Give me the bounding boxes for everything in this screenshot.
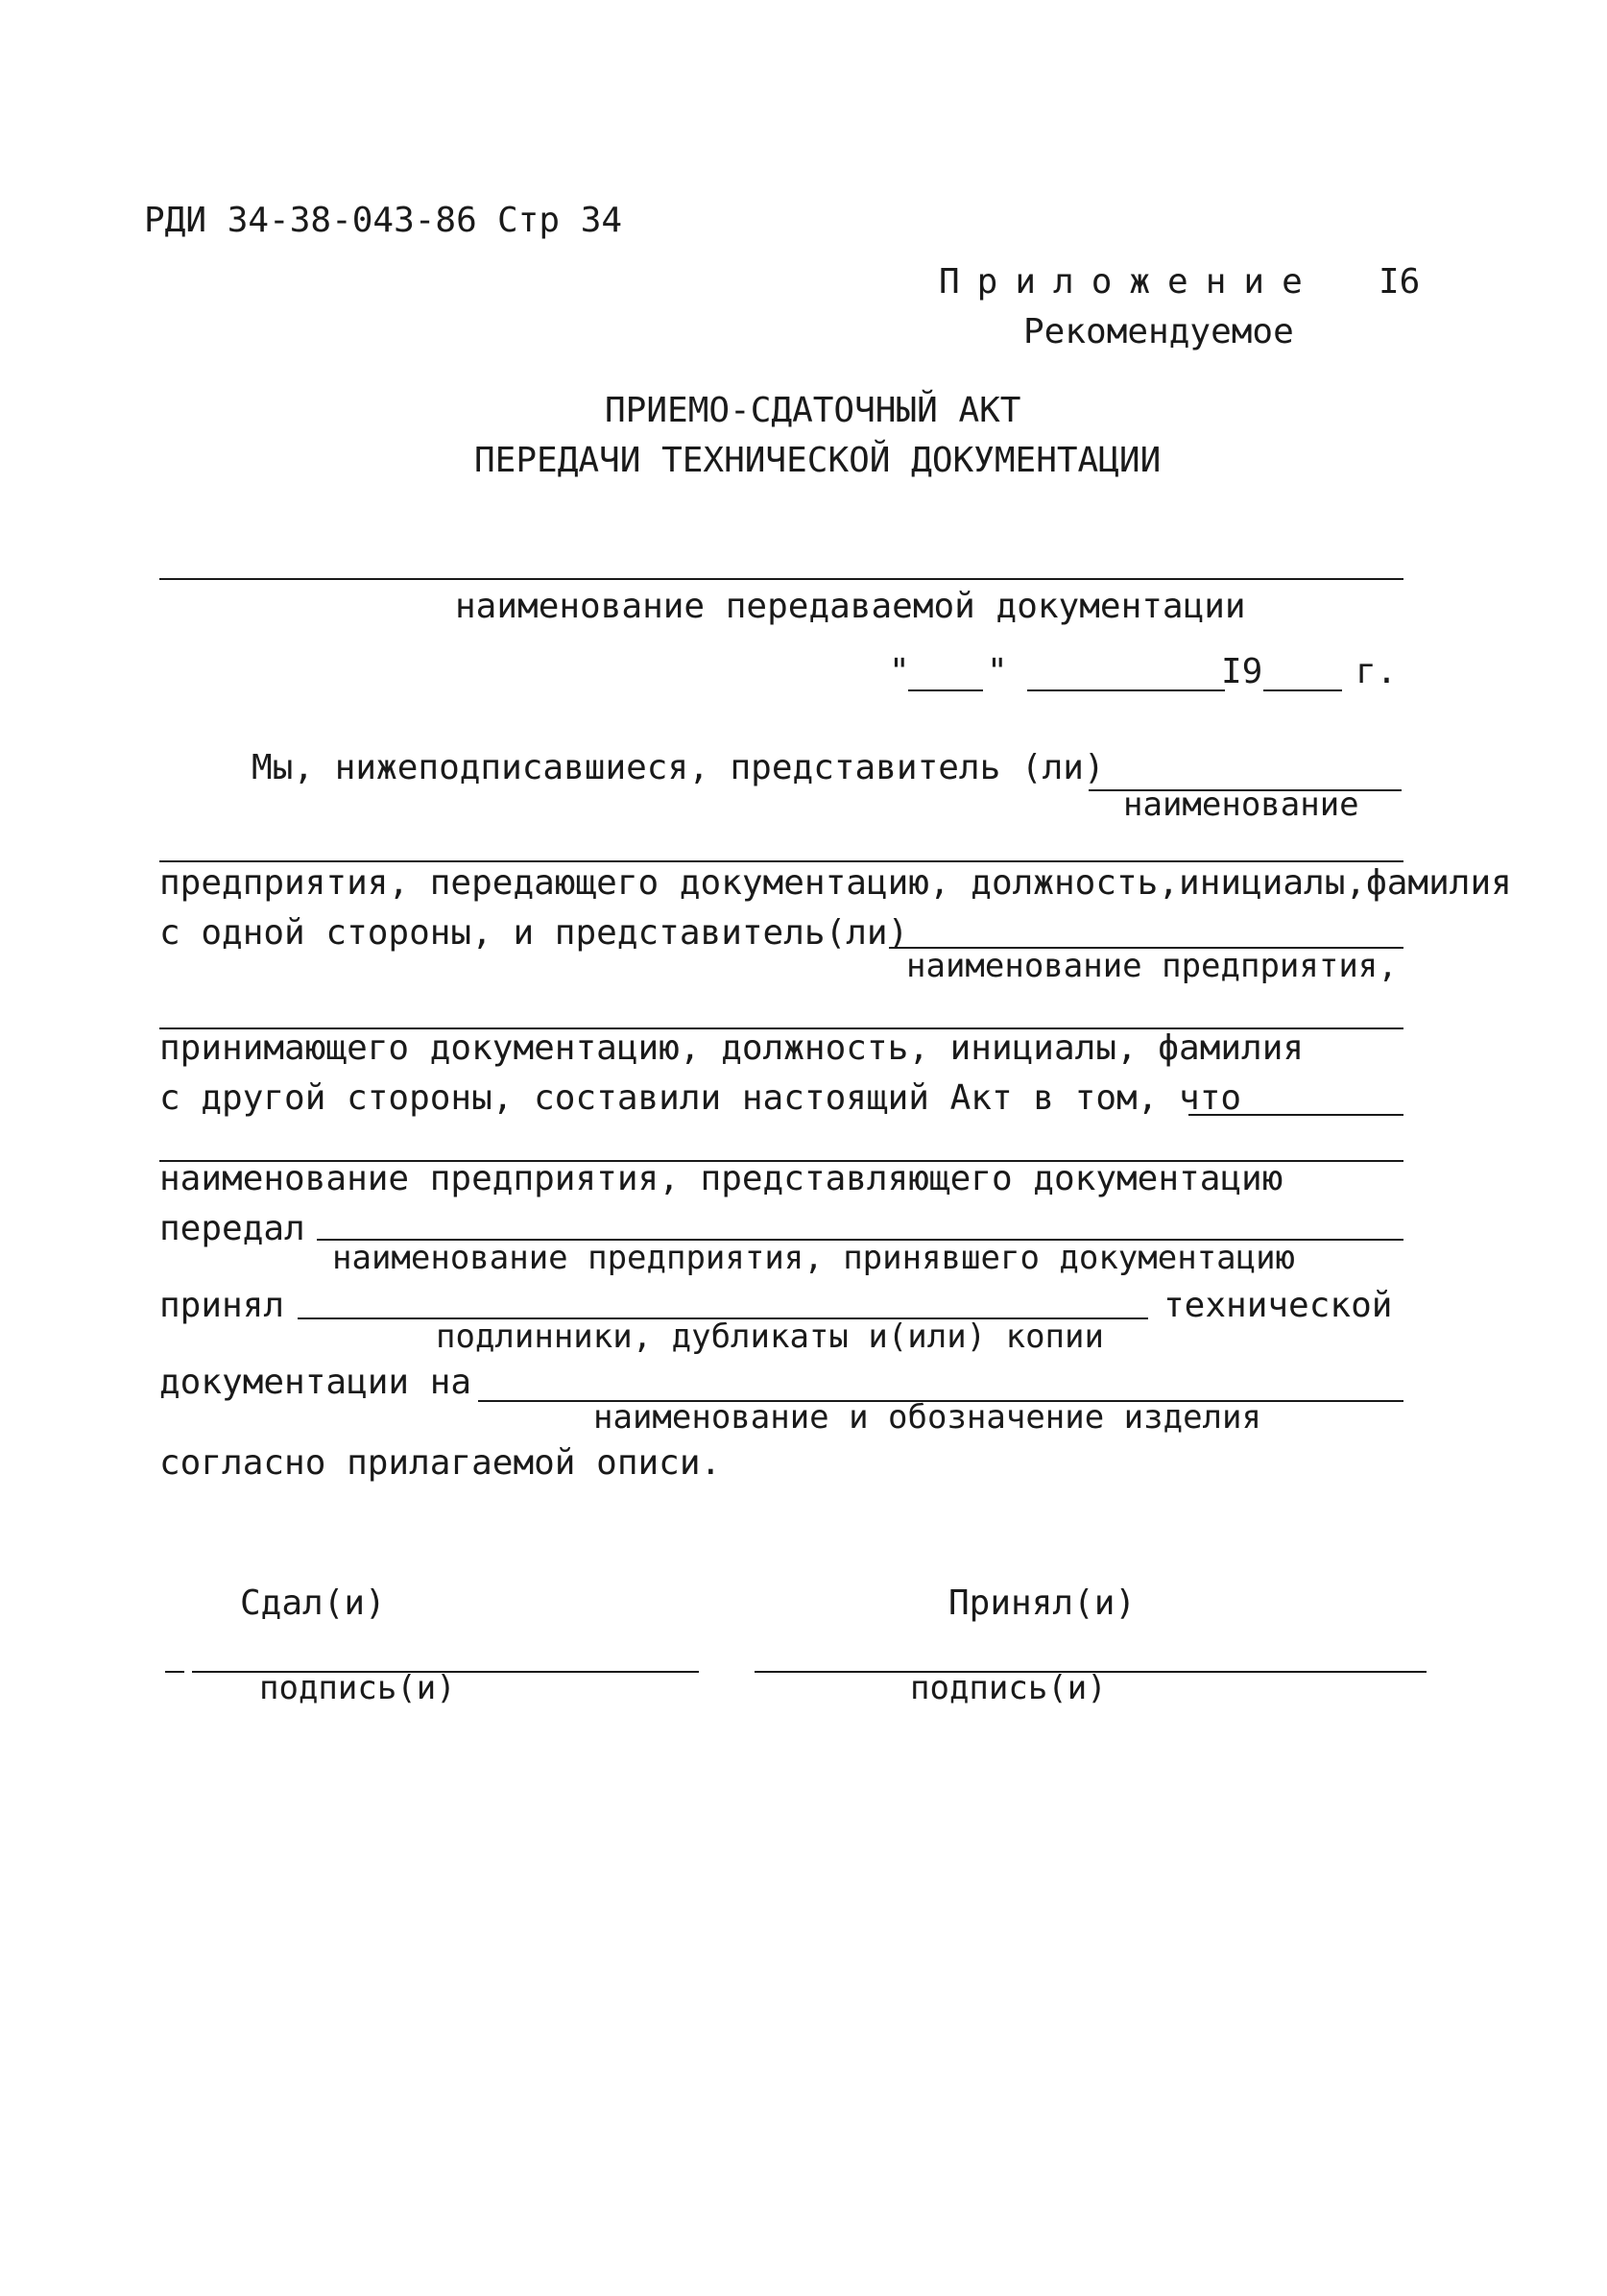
doc-name-line	[159, 578, 1403, 580]
appendix-label: Приложение	[939, 262, 1320, 302]
date-month-line	[1027, 689, 1225, 691]
caption-product: наименование и обозначение изделия	[593, 1398, 1261, 1437]
doc-code: РДИ 34-38-043-86	[144, 201, 477, 240]
caption-presenting: наименование предприятия, представляющего документацию	[159, 1159, 1283, 1198]
transferring-line	[159, 860, 1403, 862]
transferred-text: передал	[159, 1209, 305, 1248]
date-day-line	[908, 689, 983, 691]
caption-enterprise-name: наименование предприятия,	[906, 947, 1398, 985]
signature-left-label: Сдал(и)	[240, 1583, 386, 1623]
doc-name-caption: наименование передаваемой документации	[455, 587, 1246, 626]
one-side-text: с одной стороны, и представитель(ли)	[159, 913, 909, 953]
title-line-1: ПРИЕМО-СДАТОЧНЫЙ АКТ	[605, 391, 1021, 430]
signature-right-label: Принял(и)	[948, 1583, 1137, 1623]
signature-right-caption: подпись(и)	[910, 1669, 1107, 1707]
documentation-for-text: документации на	[159, 1363, 472, 1402]
caption-transferring: предприятия, передающего документацию, должность,инициалы,фамилия	[159, 863, 1512, 903]
signature-left-dash	[165, 1671, 184, 1673]
caption-receiving: принимающего документацию, должность, инициалы, фамилия	[159, 1028, 1305, 1068]
date-year-suffix: г.	[1355, 652, 1398, 691]
date-year-prefix: I9	[1221, 652, 1263, 691]
date-year-line	[1263, 689, 1342, 691]
appendix-number: I6	[1379, 262, 1421, 302]
signature-left-caption: подпись(и)	[259, 1669, 456, 1707]
other-side-line	[1188, 1114, 1403, 1116]
caption-copies: подлинники, дубликаты и(или) копии	[436, 1317, 1104, 1356]
date-quote-open: "	[889, 652, 910, 691]
page-number: Стр 34	[497, 201, 623, 240]
technical-text: технической	[1163, 1286, 1393, 1325]
per-inventory-text: согласно прилагаемой описи.	[159, 1443, 722, 1483]
date-quote-close: "	[987, 652, 1008, 691]
accepted-text: принял	[159, 1286, 285, 1325]
title-line-2: ПЕРЕДАЧИ ТЕХНИЧЕСКОЙ ДОКУМЕНТАЦИИ	[474, 441, 1162, 480]
caption-accepted-by: наименование предприятия, принявшего документацию	[332, 1239, 1296, 1277]
intro-text: Мы, нижеподписавшиеся, представитель (ли)	[252, 748, 1105, 787]
appendix-status: Рекомендуемое	[1023, 312, 1294, 351]
other-side-text: с другой стороны, составили настоящий Акт в том, что	[159, 1078, 1242, 1118]
caption-name: наименование	[1123, 785, 1359, 824]
